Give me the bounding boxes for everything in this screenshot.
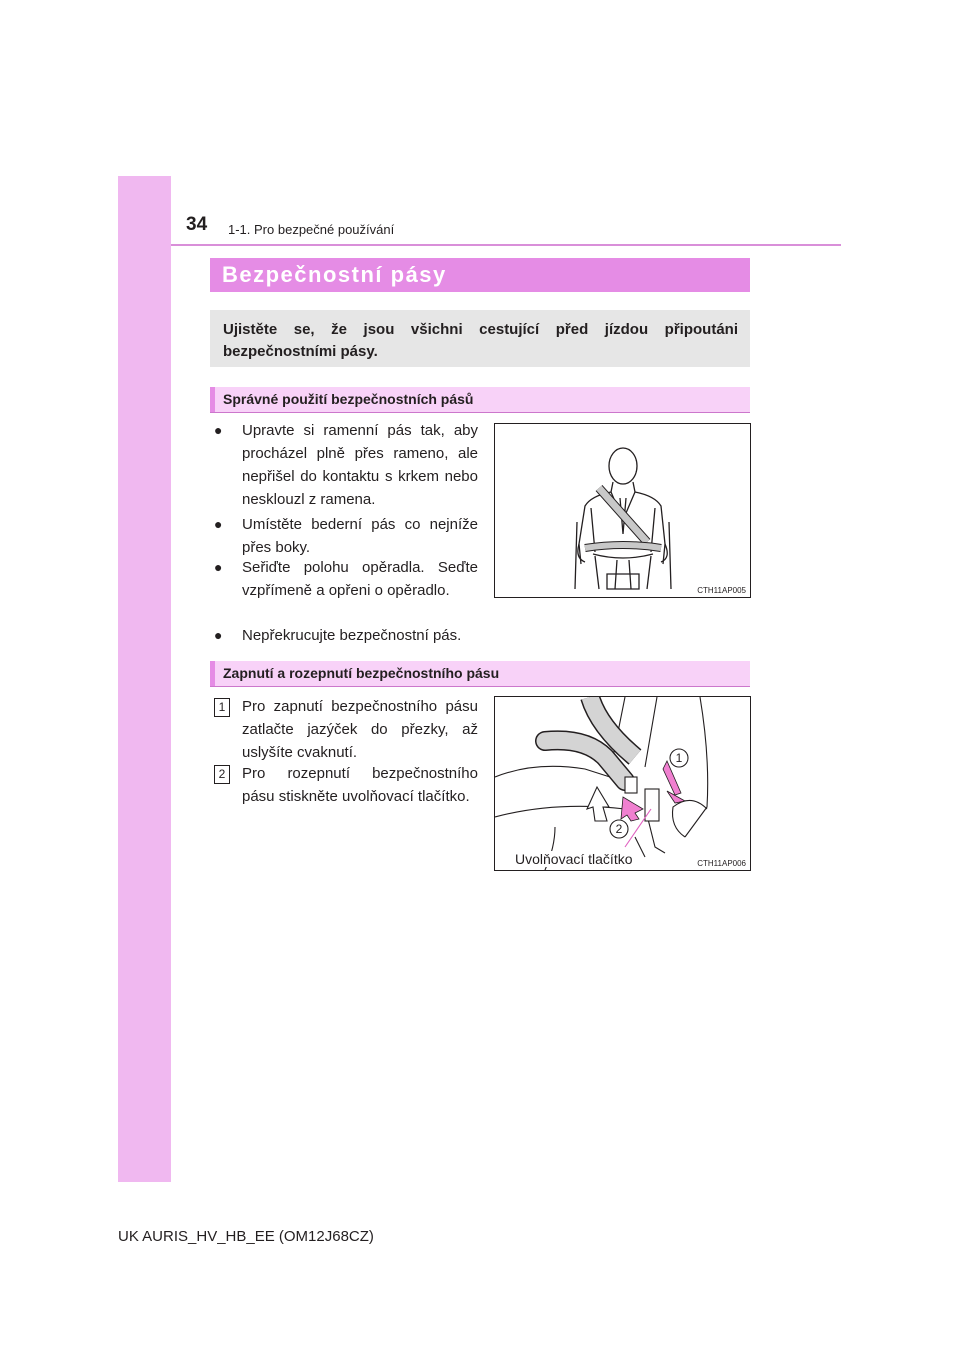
page-title: Bezpečnostní pásy [222, 262, 447, 287]
figure-code: CTH11AP005 [697, 586, 746, 595]
intro-box [210, 310, 750, 367]
page-number: 34 [186, 214, 208, 235]
bullet-text: Nepřekrucujte bezpečnostní pás. [242, 627, 462, 644]
header-rule [171, 244, 841, 246]
bullet-icon: ● [214, 627, 223, 643]
section-header: 1-1. Pro bezpečné používání [228, 222, 395, 237]
buckle-illustration [495, 697, 750, 870]
bullet-text: Seřiďte polohu opěradla. Seďte vzpřímeně a opřeni o opěradlo. [242, 559, 478, 599]
side-tab-strip [118, 176, 171, 1182]
step-text: Pro rozepnutí bezpečnostního pásu stiskněte uvolňovací tlačítko. [242, 765, 478, 805]
bullet-item [214, 556, 478, 602]
step-number-badge: 1 [214, 698, 230, 717]
callout-2: 2 [615, 822, 623, 836]
intro-text: Ujistěte se, že jsou všichni cestující před jízdou připoutáni bezpečnostními pásy. [223, 321, 738, 360]
subheading-buckle [210, 661, 750, 687]
callout-1: 1 [675, 751, 683, 765]
seated-person-illustration [495, 424, 750, 597]
bullet-icon: ● [214, 516, 223, 532]
step-item [214, 695, 478, 764]
figure-buckle [494, 696, 751, 871]
subheading-correct-use-text: Správné použití bezpečnostních pásů [223, 391, 474, 407]
bullet-icon: ● [214, 559, 223, 575]
subheading-correct-use [210, 387, 750, 413]
bullet-item [214, 513, 478, 559]
step-item [214, 762, 478, 808]
bullet-item [214, 624, 514, 647]
bullet-text: Umístěte bederní pás co nejníže přes boky. [242, 516, 478, 556]
title-bar [210, 258, 750, 292]
step-text: Pro zapnutí bezpečnostního pásu zatlačte jazýček do přezky, až uslyšíte cvaknutí. [242, 698, 478, 761]
figure-code: CTH11AP006 [697, 859, 746, 868]
bullet-text: Upravte si ramenní pás tak, aby procházel plně přes rameno, ale nepřišel do kontaktu s krkem nebo nesklouzl z ramena. [242, 422, 478, 508]
step-number-badge: 2 [214, 765, 230, 784]
figure-seatbelt-posture [494, 423, 751, 598]
bullet-icon: ● [214, 422, 223, 438]
subheading-buckle-text: Zapnutí a rozepnutí bezpečnostního pásu [223, 665, 500, 681]
footer-model-code: UK AURIS_HV_HB_EE (OM12J68CZ) [118, 1228, 374, 1245]
release-button-label: Uvolňovací tlačítko [515, 851, 633, 867]
bullet-item [214, 419, 478, 511]
